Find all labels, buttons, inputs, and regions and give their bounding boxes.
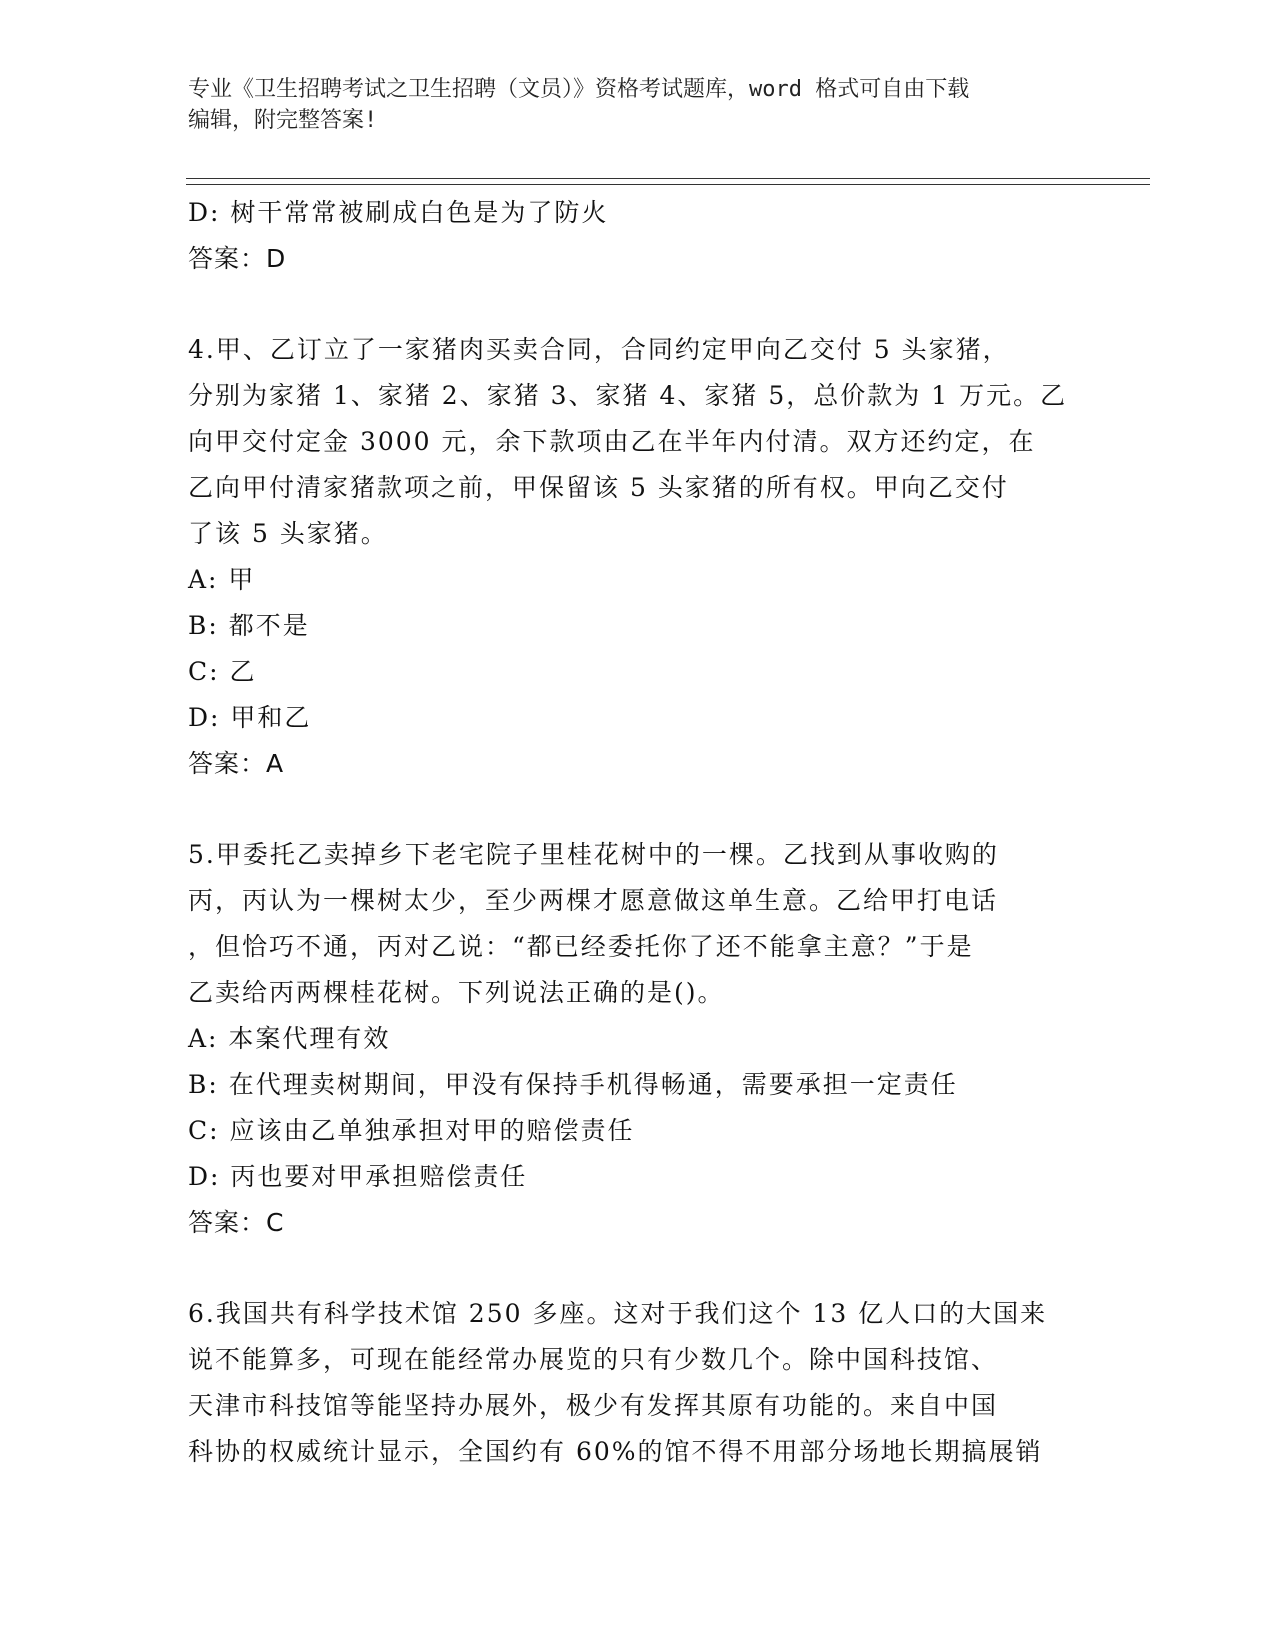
question-6: [188, 1291, 1088, 1475]
question-4: [188, 327, 1088, 787]
question-stem-line: 天津市科技馆等能坚持办展外，极少有发挥其原有功能的。来自中国: [188, 1391, 999, 1420]
question-stem-line: 科协的权威统计显示，全国约有 60%的馆不得不用部分场地长期搞展销: [188, 1437, 1043, 1466]
question-stem-line: 乙卖给丙两棵桂花树。下列说法正确的是()。: [188, 978, 725, 1007]
option-c: C: 乙: [188, 657, 257, 686]
option-a: A: 本案代理有效: [188, 1024, 391, 1053]
question-stem-line: 乙向甲付清家猪款项之前，甲保留该 5 头家猪的所有权。甲向乙交付: [188, 473, 1009, 502]
question-stem-line: 6.我国共有科学技术馆 250 多座。这对于我们这个 13 亿人口的大国来: [188, 1299, 1048, 1328]
prev-question: [188, 190, 1088, 282]
header-rule-top: [186, 178, 1150, 179]
question-stem-line: 向甲交付定金 3000 元，余下款项由乙在半年内付清。双方还约定，在: [188, 427, 1036, 456]
question-5: [188, 832, 1088, 1246]
header-line-1: 专业《卫生招聘考试之卫生招聘（文员）》资格考试题库，word 格式可自由下载: [188, 77, 970, 102]
answer: 答案：D: [188, 244, 287, 273]
option-c: C: 应该由乙单独承担对甲的赔偿责任: [188, 1116, 635, 1145]
question-stem-line: 说不能算多，可现在能经常办展览的只有少数几个。除中国科技馆、: [188, 1345, 999, 1374]
question-stem-line: 分别为家猪 1、家猪 2、家猪 3、家猪 4、家猪 5，总价款为 1 万元。乙: [188, 381, 1068, 410]
question-stem-line: 丙，丙认为一棵树太少，至少两棵才愿意做这单生意。乙给甲打电话: [188, 886, 999, 915]
option-a: A: 甲: [188, 565, 256, 594]
document-header: [188, 74, 1068, 136]
option-d: D: 丙也要对甲承担赔偿责任: [188, 1162, 528, 1191]
question-stem-line: ，但恰巧不通，丙对乙说：“都已经委托你了还不能拿主意？”于是: [188, 932, 974, 961]
option-d: D: 甲和乙: [188, 703, 312, 732]
option-b: B: 都不是: [188, 611, 310, 640]
document-body: [188, 190, 1088, 1475]
question-stem-line: 了该 5 头家猪。: [188, 519, 388, 548]
question-stem-line: 4.甲、乙订立了一家猪肉买卖合同，合同约定甲向乙交付 5 头家猪，: [188, 335, 1010, 364]
header-line-2: 编辑，附完整答案!: [188, 108, 378, 133]
header-rule-bottom: [186, 184, 1150, 185]
option-d: D: 树干常常被刷成白色是为了防火: [188, 198, 609, 227]
answer: 答案：C: [188, 1208, 285, 1237]
question-stem-line: 5.甲委托乙卖掉乡下老宅院子里桂花树中的一棵。乙找到从事收购的: [188, 840, 999, 869]
option-b: B: 在代理卖树期间，甲没有保持手机得畅通，需要承担一定责任: [188, 1070, 958, 1099]
answer: 答案：A: [188, 749, 285, 778]
